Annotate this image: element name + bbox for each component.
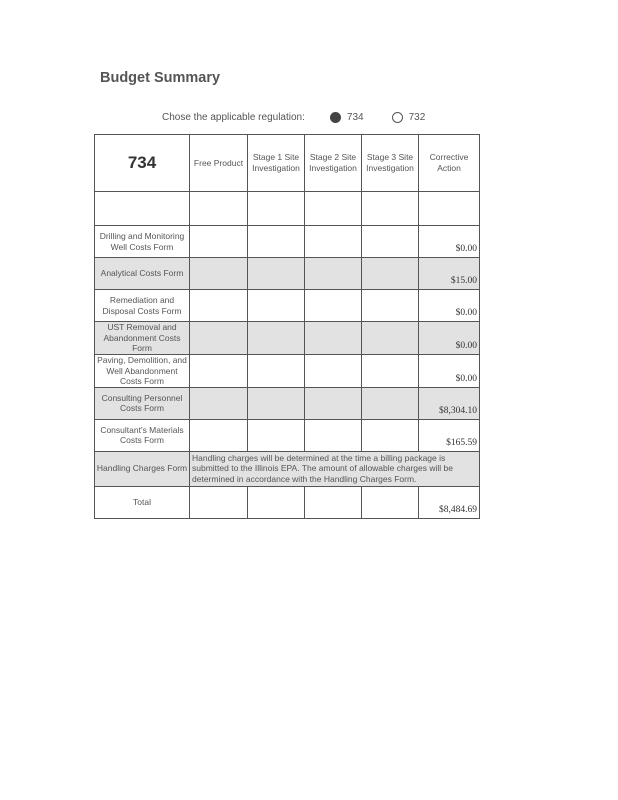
handling-charges-row bbox=[95, 451, 480, 486]
row-label: Consulting Personnel Costs Form bbox=[95, 387, 190, 419]
column-header-corrective-action: Corrective Action bbox=[419, 135, 480, 192]
row-label: Paving, Demolition, and Well Abandonment Costs Form bbox=[95, 354, 190, 387]
row-label: Remediation and Disposal Costs Form bbox=[95, 290, 190, 322]
selected-regulation-header: 734 bbox=[95, 135, 190, 192]
blank-row bbox=[95, 192, 480, 226]
regulation-label: Chose the applicable regulation: bbox=[162, 111, 305, 123]
regulation-selector bbox=[162, 110, 453, 124]
corrective-action-value[interactable]: $0.00 bbox=[419, 354, 480, 387]
row-label: Analytical Costs Form bbox=[95, 258, 190, 290]
table-row bbox=[95, 290, 480, 322]
corrective-action-value[interactable]: $8,304.10 bbox=[419, 387, 480, 419]
table-header-row bbox=[95, 135, 480, 192]
corrective-action-value[interactable]: $15.00 bbox=[419, 258, 480, 290]
table-row bbox=[95, 387, 480, 419]
column-header-stage-1: Stage 1 Site Investigation bbox=[248, 135, 305, 192]
table-row bbox=[95, 354, 480, 387]
table-row bbox=[95, 258, 480, 290]
row-label: Drilling and Monitoring Well Costs Form bbox=[95, 226, 190, 258]
row-label: Handling Charges Form bbox=[95, 451, 190, 486]
table-row bbox=[95, 419, 480, 451]
corrective-action-value[interactable]: $165.59 bbox=[419, 419, 480, 451]
table-row bbox=[95, 322, 480, 355]
total-row bbox=[95, 486, 480, 518]
regulation-option-label: 732 bbox=[408, 111, 426, 123]
total-label: Total bbox=[95, 486, 190, 518]
row-label: Consultant's Materials Costs Form bbox=[95, 419, 190, 451]
handling-charges-note: Handling charges will be determined at the time a billing package is submitted to the Illinois EPA. The amount of allowable charges will be determined in accordance with the Handling Charges Form. bbox=[190, 451, 480, 486]
corrective-action-value[interactable]: $0.00 bbox=[419, 322, 480, 355]
row-label: UST Removal and Abandonment Costs Form bbox=[95, 322, 190, 355]
total-value: $8,484.69 bbox=[419, 486, 480, 518]
column-header-stage-2: Stage 2 Site Investigation bbox=[305, 135, 362, 192]
regulation-option-732[interactable] bbox=[392, 112, 426, 123]
corrective-action-value[interactable]: $0.00 bbox=[419, 226, 480, 258]
budget-table bbox=[94, 134, 480, 519]
radio-selected-icon[interactable] bbox=[330, 112, 341, 123]
regulation-option-734[interactable] bbox=[330, 112, 364, 123]
column-header-free-product: Free Product bbox=[190, 135, 248, 192]
corrective-action-value[interactable]: $0.00 bbox=[419, 290, 480, 322]
regulation-option-label: 734 bbox=[346, 111, 364, 123]
page-title: Budget Summary bbox=[100, 70, 221, 86]
table-row bbox=[95, 226, 480, 258]
column-header-stage-3: Stage 3 Site Investigation bbox=[362, 135, 419, 192]
radio-unselected-icon[interactable] bbox=[392, 112, 403, 123]
